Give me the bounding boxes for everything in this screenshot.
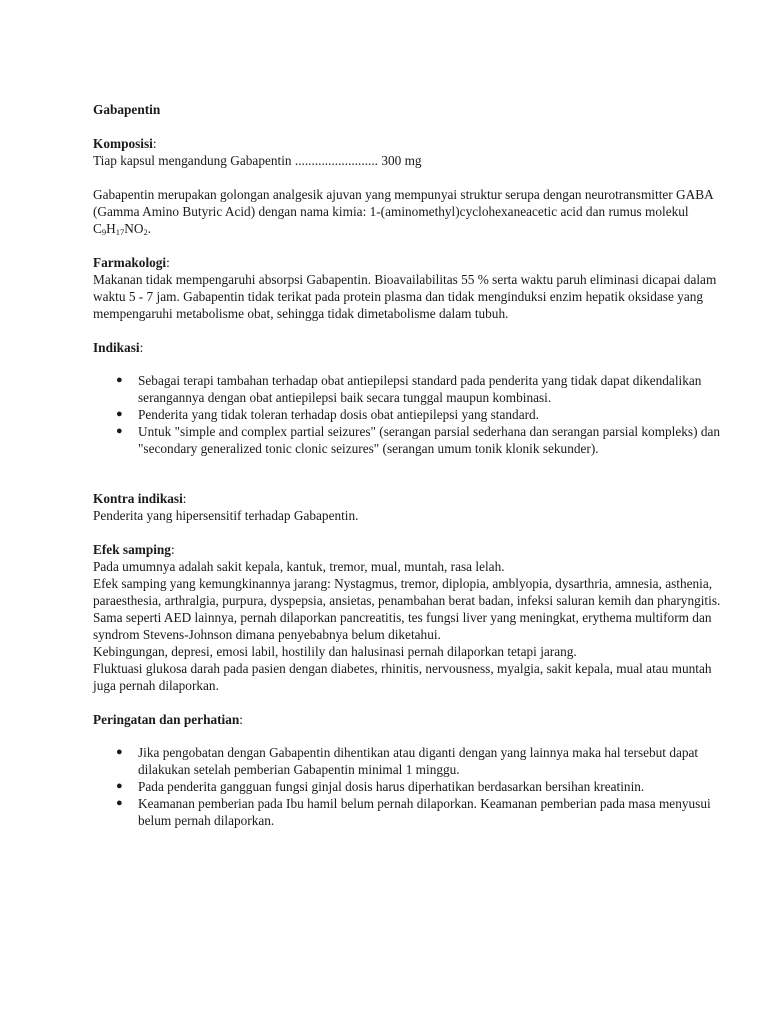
section-farmakologi [93,254,728,322]
list-item [116,423,728,457]
kontra-indikasi-colon: : [182,491,187,506]
efek-samping-colon: : [170,542,175,557]
kontra-indikasi-text: Penderita yang hipersensitif terhadap Gabapentin. [93,508,359,523]
bullet-icon: ● [116,797,123,809]
bullet-icon: ● [116,780,123,792]
section-komposisi [93,135,728,169]
list-item-text: Jika pengobatan dengan Gabapentin dihentikan atau diganti dengan yang lainnya maka hal tersebut dapat dilakukan setelah pemberian Gabapentin minimal 1 minggu. [138,745,699,777]
list-item-text: Keamanan pemberian pada Ibu hamil belum pernah dilaporkan. Keamanan pemberian pada masa menyusui belum pernah dilaporkan. [138,796,711,828]
komposisi-colon: : [152,136,157,151]
bullet-icon: ● [116,746,123,758]
list-item [116,406,728,423]
formula-h: H [106,221,116,236]
efek-samping-paragraph: Efek samping yang kemungkinannya jarang: Nystagmus, tremor, diplopia, amblyopia, dysarthria, amnesia, asthenia, paraesthesia, arthralgia, purpura, dyspepsia, ansietas, penambahan berat badan, infeksi saluran kemih dan pharyngitis. [93,576,721,608]
section-efek-samping [93,541,728,694]
bullet-icon: ● [116,408,123,420]
formula-h-sub: 17 [115,227,125,237]
efek-samping-heading: Efek samping [93,542,171,557]
list-item-text: Untuk "simple and complex partial seizures" (serangan parsial sederhana dan serangan parsial kompleks) dan "secondary generalized tonic clonic seizures" (serangan umum tonik klonik sekunder). [138,424,721,456]
bullet-icon: ● [116,425,123,437]
list-item [116,744,728,778]
document-title: Gabapentin [93,102,161,117]
list-item-text: Penderita yang tidak toleran terhadap dosis obat antiepilepsi yang standard. [138,407,540,422]
section-kontra-indikasi [93,490,728,524]
description-end: . [147,221,152,236]
farmakologi-heading: Farmakologi [93,255,167,270]
kontra-indikasi-heading: Kontra indikasi [93,491,183,506]
bullet-icon: ● [116,374,123,386]
description-paragraph [93,186,728,237]
indikasi-colon: : [139,340,144,355]
komposisi-line: Tiap kapsul mengandung Gabapentin ......................... 300 mg [93,153,422,168]
description-text: Gabapentin merupakan golongan analgesik ajuvan yang mempunyai struktur serupa dengan neurotransmitter GABA (Gamma Amino Butyric Acid) dengan nama kimia: 1-(aminomethyl)cyclohexaneacetic acid dan rumus molekul C [93,187,713,236]
list-item [116,372,728,406]
indikasi-heading: Indikasi [93,340,140,355]
formula-no: NO [124,221,144,236]
peringatan-list [93,744,728,829]
efek-samping-paragraph: Sama seperti AED lainnya, pernah dilaporkan pancreatitis, tes fungsi liver yang meningkat, erythema multiform dan syndrom Stevens-Johnson dimana penyebabnya belum diketahui. [93,610,712,642]
list-item [116,778,728,795]
list-item-text: Sebagai terapi tambahan terhadap obat antiepilepsi standard pada penderita yang tidak dapat dikendalikan serangannya dengan obat antiepilepsi baik secara tunggal maupun kombinasi. [138,373,702,405]
efek-samping-paragraph: Kebingungan, depresi, emosi labil, hostilily dan halusinasi pernah dilaporkan tetapi jarang. [93,644,577,659]
efek-samping-paragraph: Fluktuasi glukosa darah pada pasien dengan diabetes, rhinitis, nervousness, myalgia, sakit kepala, mual atau muntah juga pernah dilaporkan. [93,661,712,693]
list-item [116,795,728,829]
section-indikasi [93,339,728,457]
list-item-text: Pada penderita gangguan fungsi ginjal dosis harus diperhatikan berdasarkan bersihan kreatinin. [138,779,645,794]
section-peringatan [93,711,728,829]
formula-no-sub: 2 [143,227,148,237]
section-description [93,186,728,237]
farmakologi-text: Makanan tidak mempengaruhi absorpsi Gabapentin. Bioavailabilitas 55 % serta waktu paruh eliminasi dicapai dalam waktu 5 - 7 jam. Gabapentin tidak terikat pada protein plasma dan tidak menginduksi enzim hepatik oksidase yang mempengaruhi metabolisme obat, sehingga tidak dimetabolisme dalam tubuh. [93,272,717,321]
indikasi-list [93,372,728,457]
peringatan-heading: Peringatan dan perhatian [93,712,240,727]
komposisi-heading: Komposisi [93,136,153,151]
peringatan-colon: : [239,712,243,727]
farmakologi-colon: : [166,255,170,270]
efek-samping-paragraph: Pada umumnya adalah sakit kepala, kantuk, tremor, mual, muntah, rasa lelah. [93,559,505,574]
formula-c-sub: 9 [101,227,107,237]
